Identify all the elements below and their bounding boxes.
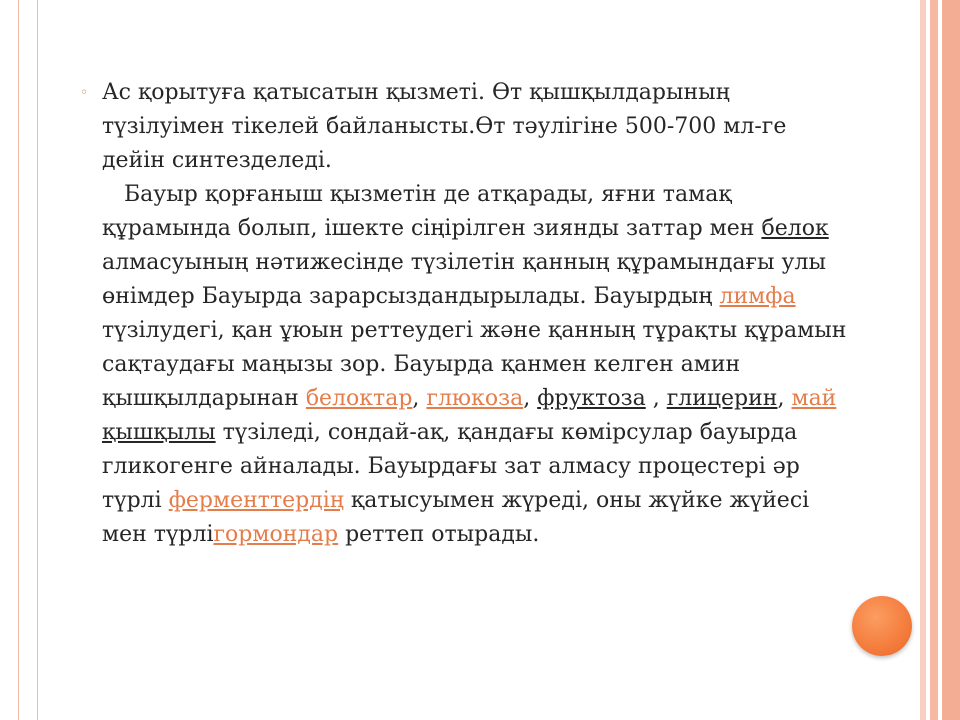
text-segment: түзіледі, сондай-ақ, қандағы көмірсулар бауырда гликогенге айналады. Бауырдағы зат алмасу процестері әр түрлі bbox=[102, 420, 800, 513]
link-glyukoza[interactable]: глюкоза bbox=[426, 386, 524, 411]
link-beloktar[interactable]: белоктар bbox=[305, 386, 413, 411]
link-mai[interactable]: май bbox=[791, 386, 837, 411]
slide-frame-left bbox=[18, 0, 38, 720]
text-segment: , bbox=[523, 386, 538, 411]
text-segment: , bbox=[645, 386, 667, 411]
text-segment: қатысуымен жүреді, оны жүйке жүйесі мен түрлі bbox=[102, 488, 810, 547]
link-fermentter[interactable]: ферменттердің bbox=[168, 488, 344, 513]
paragraph-1 bbox=[80, 76, 847, 178]
orange-circle-decoration bbox=[852, 596, 912, 656]
paragraph-1-text: Ас қорытуға қатысатын қызметі. Өт қышқылдарының түзілуімен тікелей байланысты.Өт тәулігіне 500-700 мл-ге дейін синтезделеді. bbox=[102, 80, 787, 173]
link-limfa[interactable]: лимфа bbox=[719, 284, 796, 309]
text-segment: түзілудегі, қан ұюын реттеудегі және қанның тұрақты құрамын сақтаудағы маңызы зор. Бауырда қанмен келген амин қышқылдарынан bbox=[102, 318, 847, 411]
text-segment: , bbox=[412, 386, 427, 411]
link-fruktoza[interactable]: фруктоза bbox=[537, 386, 646, 411]
link-belok[interactable]: белок bbox=[761, 216, 829, 241]
bullet-icon: ◦ bbox=[80, 85, 89, 101]
link-gormondar[interactable]: гормондар bbox=[213, 522, 339, 547]
paragraph-2 bbox=[102, 178, 847, 552]
link-glicerin[interactable]: глицерин bbox=[666, 386, 778, 411]
text-segment: реттеп отырады. bbox=[338, 522, 540, 547]
link-qyshqyly[interactable]: қышқылы bbox=[102, 420, 216, 445]
slide-frame-right bbox=[920, 0, 960, 720]
text-segment: , bbox=[777, 386, 792, 411]
slide-body bbox=[80, 76, 847, 552]
text-segment: алмасуының нәтижесінде түзілетін қанның құрамындағы улы өнімдер Бауырда зарарсыздандырылады. Бауырдың bbox=[102, 250, 826, 309]
text-segment: Бауыр қорғаныш қызметін де атқарады, яғни тамақ құрамында болып, ішекте сіңірілген зиянды заттар мен bbox=[102, 182, 762, 241]
